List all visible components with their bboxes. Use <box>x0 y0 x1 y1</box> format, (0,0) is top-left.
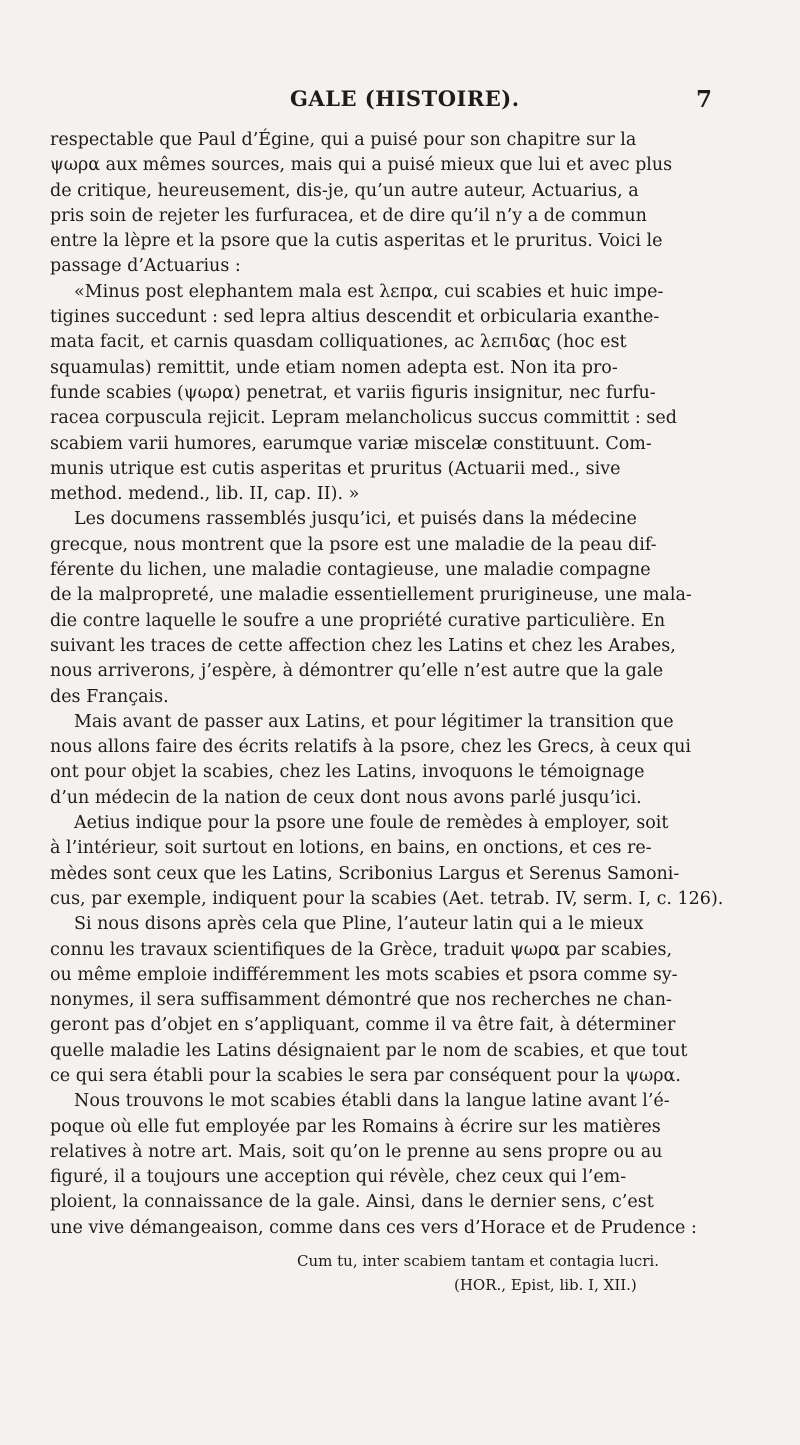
text-line: scabiem varii humores, earumque variæ miscelæ constituunt. Com- <box>50 433 652 454</box>
text-line: «Minus post elephantem mala est λεπρα, cui scabies et huic impe- <box>74 281 664 302</box>
text-line: ploient, la connaissance de la gale. Ainsi, dans le dernier sens, c’est <box>50 1192 654 1213</box>
text-line: Nous trouvons le mot scabies établi dans la langue latine avant l’é- <box>74 1091 670 1112</box>
text-line: relatives à notre art. Mais, soit qu’on le prenne au sens propre ou au <box>50 1141 663 1162</box>
text-line: des Français. <box>50 686 169 707</box>
text-line: férente du lichen, une maladie contagieuse, une maladie compagne <box>50 560 651 581</box>
text-line: die contre laquelle le soufre a une propriété curative particulière. En <box>50 610 666 631</box>
text-line: grecque, nous montrent que la psore est une maladie de la peau dif- <box>50 534 657 555</box>
text-line: ont pour objet la scabies, chez les Latins, invoquons le témoignage <box>50 762 645 783</box>
text-line: Aetius indique pour la psore une foule de remèdes à employer, soit <box>74 813 669 834</box>
text-line: connu les travaux scientifiques de la Grèce, traduit ψωρα par scabies, <box>50 939 673 960</box>
text-line: poque où elle fut employée par les Romains à écrire sur les matières <box>50 1116 661 1137</box>
text-line: de la malpropreté, une maladie essentiellement prurigineuse, une mala- <box>50 585 692 606</box>
text-line: passage d’Actuarius : <box>50 256 241 277</box>
text-line: munis utrique est cutis asperitas et pruritus (Actuarii med., sive <box>50 458 621 479</box>
text-line: figuré, il a toujours une acception qui révèle, chez ceux qui l’em- <box>50 1167 627 1188</box>
text-line: racea corpuscula rejicit. Lepram melancholicus succus committit : sed <box>50 408 677 429</box>
verse-citation: (HOR., Epist, lib. I, XII.) <box>454 1276 637 1295</box>
text-line: d’un médecin de la nation de ceux dont nous avons parlé jusqu’ici. <box>50 787 642 808</box>
text-line: à l’intérieur, soit surtout en lotions, en bains, en onctions, et ces re- <box>50 838 652 859</box>
text-line: nous allons faire des écrits relatifs à la psore, chez les Grecs, à ceux qui <box>50 737 691 758</box>
page-body <box>50 128 790 1297</box>
text-line: nous arriverons, j’espère, à démontrer qu’elle n’est autre que la gale <box>50 661 664 682</box>
text-line: ce qui sera établi pour la scabies le sera par conséquent pour la ψωρα. <box>50 1065 681 1086</box>
text-line: pris soin de rejeter les furfuracea, et de dire qu’il n’y a de commun <box>50 205 647 226</box>
text-line: geront pas d’objet en s’appliquant, comme il va être fait, à déterminer <box>50 1015 676 1036</box>
text-line: entre la lèpre et la psore que la cutis asperitas et le pruritus. Voici le <box>50 231 663 252</box>
text-line: nonymes, il sera suffisamment démontré que nos recherches ne chan- <box>50 990 672 1011</box>
verse-quote: Cum tu, inter scabiem tantam et contagia lucri. <box>297 1252 659 1271</box>
text-line: Si nous disons après cela que Pline, l’auteur latin qui a le mieux <box>74 914 644 935</box>
text-line: ψωρα aux mêmes sources, mais qui a puisé mieux que lui et avec plus <box>50 155 673 176</box>
running-title: GALE (HISTOIRE). <box>290 86 520 111</box>
text-line: suivant les traces de cette affection chez les Latins et chez les Arabes, <box>50 635 676 656</box>
text-line: cus, par exemple, indiquent pour la scabies (Aet. tetrab. IV, serm. I, c. 126). <box>50 888 724 909</box>
text-line: method. medend., lib. II, cap. II). » <box>50 484 360 505</box>
text-line: respectable que Paul d’Égine, qui a puisé pour son chapitre sur la <box>50 130 637 150</box>
text-line: funde scabies (ψωρα) penetrat, et variis figuris insignitur, nec furfu- <box>50 382 656 403</box>
text-line: quelle maladie les Latins désignaient par le nom de scabies, et que tout <box>50 1040 688 1061</box>
text-line: tigines succedunt : sed lepra altius descendit et orbicularia exanthe- <box>50 307 660 328</box>
text-line: ou même emploie indifféremment les mots scabies et psora comme sy- <box>50 964 678 985</box>
text-line: Les documens rassemblés jusqu’ici, et puisés dans la médecine <box>74 509 637 530</box>
text-line: mata facit, et carnis quasdam colliquationes, ac λεπιδας (hoc est <box>50 332 627 353</box>
text-line: Mais avant de passer aux Latins, et pour légitimer la transition que <box>74 711 674 732</box>
text-line: mèdes sont ceux que les Latins, Scribonius Largus et Serenus Samoni- <box>50 863 680 884</box>
text-line: une vive démangeaison, comme dans ces vers d’Horace et de Prudence : <box>50 1217 697 1238</box>
running-head <box>290 86 720 120</box>
page-number: 7 <box>695 86 712 113</box>
text-line: de critique, heureusement, dis-je, qu’un autre auteur, Actuarius, a <box>50 180 639 201</box>
text-line: squamulas) remittit, unde etiam nomen adepta est. Non ita pro- <box>50 357 618 378</box>
